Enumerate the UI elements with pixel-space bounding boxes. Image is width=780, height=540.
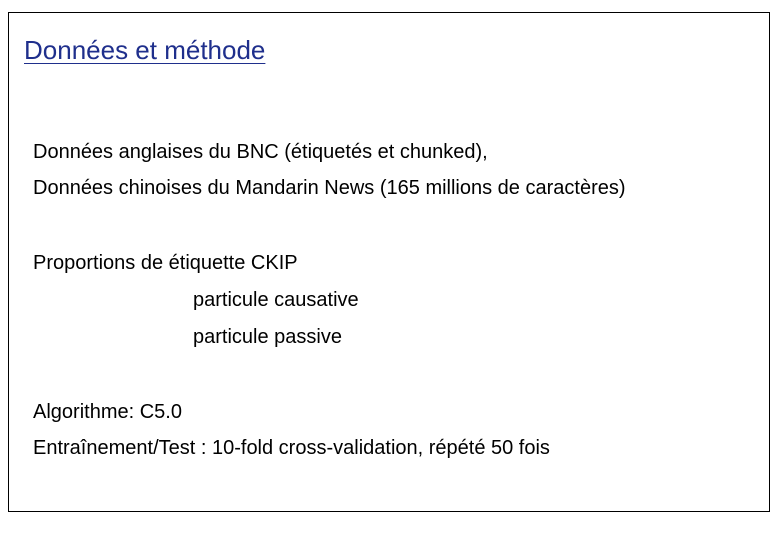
tag-item-causative: particule causative [193,289,359,311]
tag-heading: Proportions de étiquette CKIP [33,252,298,274]
slide-frame [8,12,770,512]
training-line: Entraînement/Test : 10-fold cross-validation, répété 50 fois [33,437,550,459]
tag-item-passive: particule passive [193,326,342,348]
data-line-chinese: Données chinoises du Mandarin News (165 millions de caractères) [33,177,626,199]
slide-title: Données et méthode [24,35,266,65]
algorithm-line: Algorithme: C5.0 [33,401,182,423]
data-line-english: Données anglaises du BNC (étiquetés et chunked), [33,141,488,163]
